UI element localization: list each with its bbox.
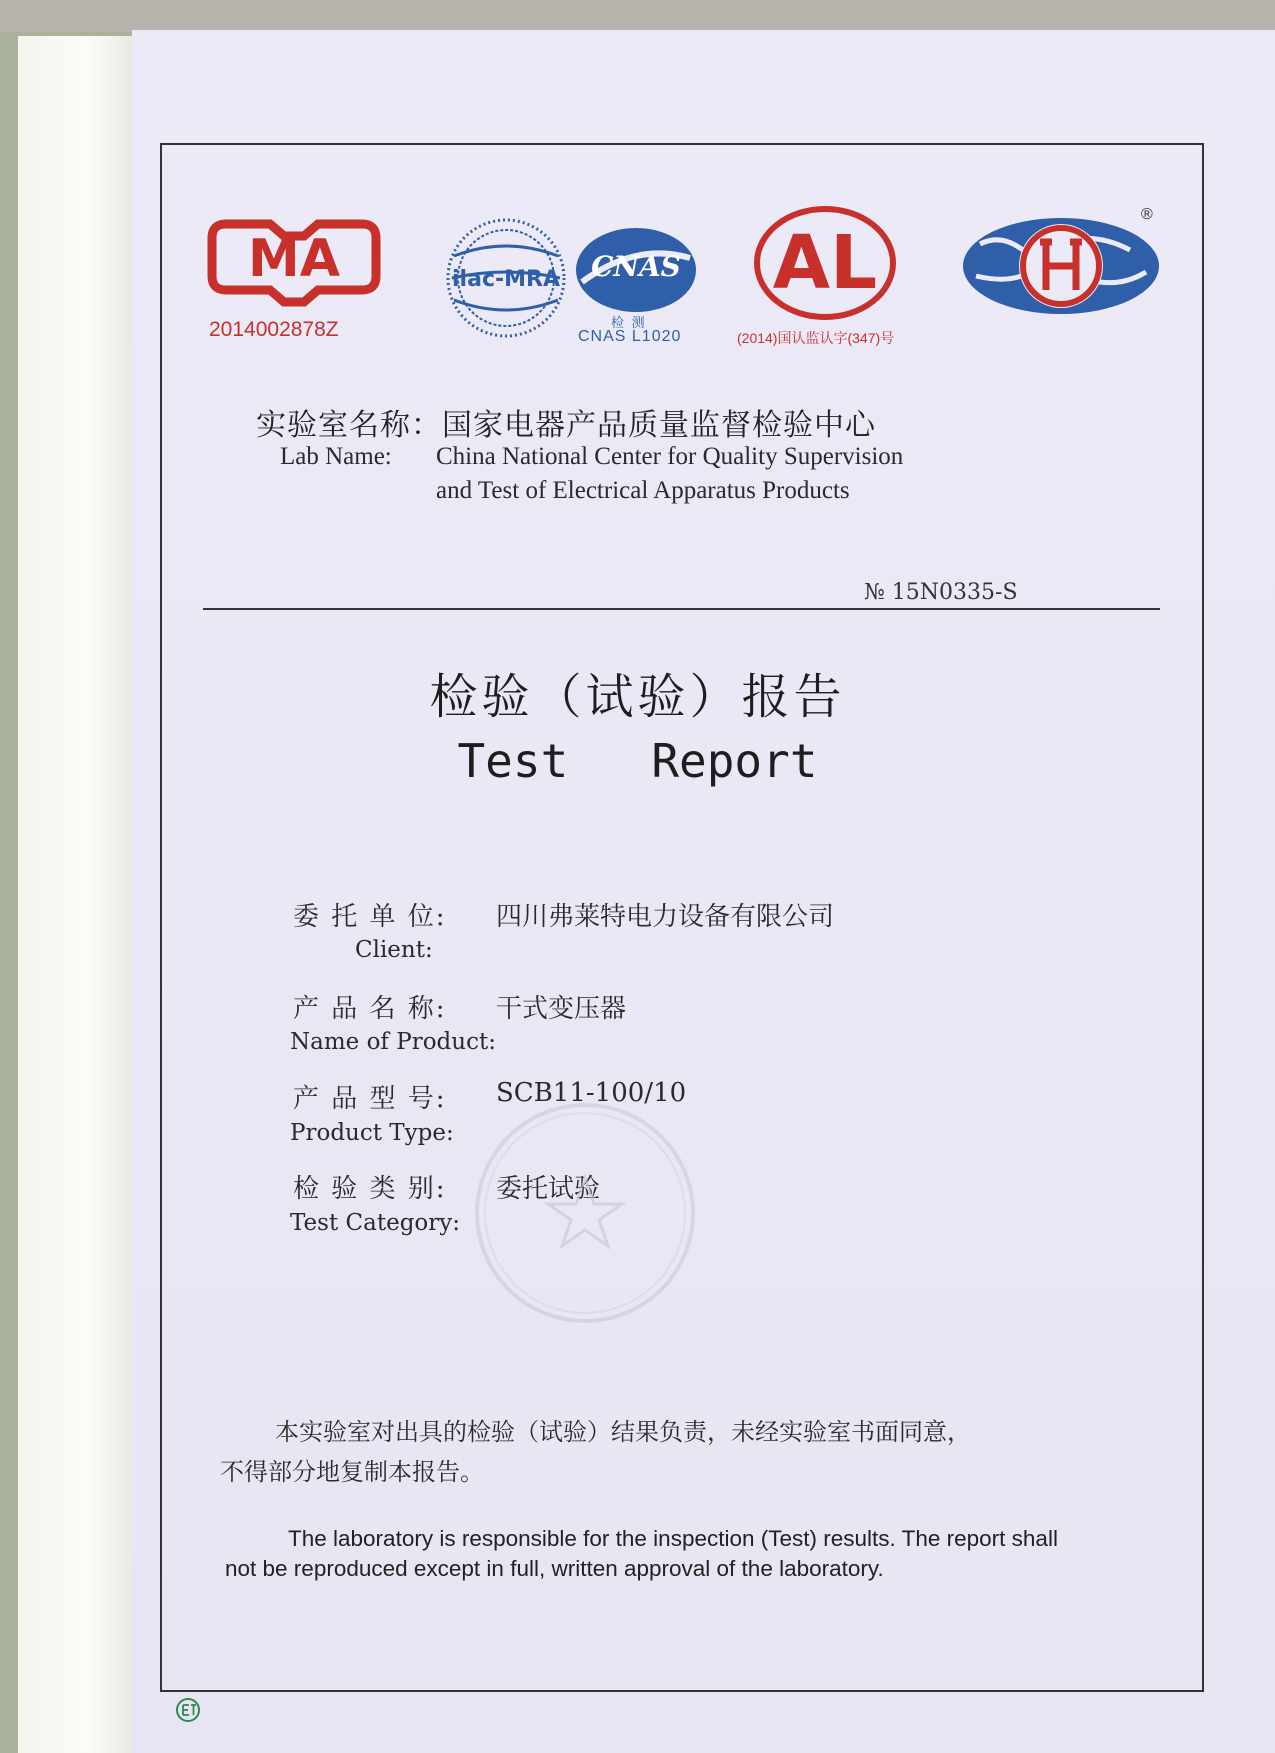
registered-mark: ®	[1141, 206, 1153, 223]
cnas-logo-icon	[572, 222, 700, 322]
product-name-label-en: Name of Product:	[290, 1029, 496, 1055]
header-divider	[203, 608, 1160, 610]
product-type-value: SCB11-100/10	[496, 1078, 687, 1108]
product-name-value: 干式变压器	[496, 994, 627, 1024]
cal-logo-icon	[752, 204, 898, 326]
cnas-accreditation-number: CNAS L1020	[578, 328, 682, 345]
notice-cn-line2: 不得部分地复制本报告。	[220, 1458, 484, 1486]
lab-name-en-line1: China National Center for Quality Supervision	[436, 443, 904, 470]
product-name-label-cn: 产 品 名 称:	[293, 994, 447, 1024]
test-category-value: 委托试验	[496, 1174, 601, 1204]
cma-logo-icon	[206, 218, 382, 314]
client-label-en: Client:	[355, 937, 433, 963]
embossed-seal-icon	[472, 1100, 698, 1326]
page-binding-strip	[18, 36, 136, 1753]
test-category-label-cn: 检 验 类 别:	[293, 1174, 447, 1204]
cnas-logo-text: CNAS	[591, 250, 681, 283]
notice-cn-line1: 本实验室对出具的检验（试验）结果负责，未经实验室书面同意，	[275, 1418, 971, 1446]
lab-name-cn: 实验室名称：国家电器产品质量监督检验中心	[256, 408, 876, 443]
lab-name-label: Lab Name:	[280, 443, 392, 470]
test-category-label-en: Test Category:	[290, 1210, 460, 1236]
report-number: № 15N0335-S	[864, 580, 1018, 605]
cal-logo-text: AL	[772, 220, 878, 306]
client-value: 四川弗莱特电力设备有限公司	[496, 902, 835, 932]
cma-certificate-number: 2014002878Z	[209, 318, 339, 341]
cqc-globe-logo-icon	[960, 214, 1162, 322]
lab-name-en-line2: and Test of Electrical Apparatus Products	[436, 477, 850, 504]
notice-en-line1: The laboratory is responsible for the inspection (Test) results. The report shall	[288, 1526, 1058, 1551]
product-type-label-en: Product Type:	[290, 1120, 454, 1146]
notice-en-line2: not be reproduced except in full, written approval of the laboratory.	[225, 1556, 884, 1581]
cal-approval-caption: (2014)国认监认字(347)号	[737, 330, 895, 346]
ilac-mra-logo-text: ilac-MRA	[452, 267, 560, 292]
et-mark-icon	[174, 1696, 202, 1728]
report-title-cn: 检验（试验）报告	[429, 669, 846, 725]
report-title-en: Test Report	[457, 734, 818, 788]
client-label-cn: 委 托 单 位:	[293, 902, 447, 932]
cnas-subtitle: 检 测	[611, 315, 647, 330]
ilac-mra-logo-icon	[444, 216, 568, 344]
product-type-label-cn: 产 品 型 号:	[293, 1084, 447, 1114]
cma-logo-text: MA	[248, 229, 340, 289]
scan-top-edge	[0, 0, 1275, 32]
